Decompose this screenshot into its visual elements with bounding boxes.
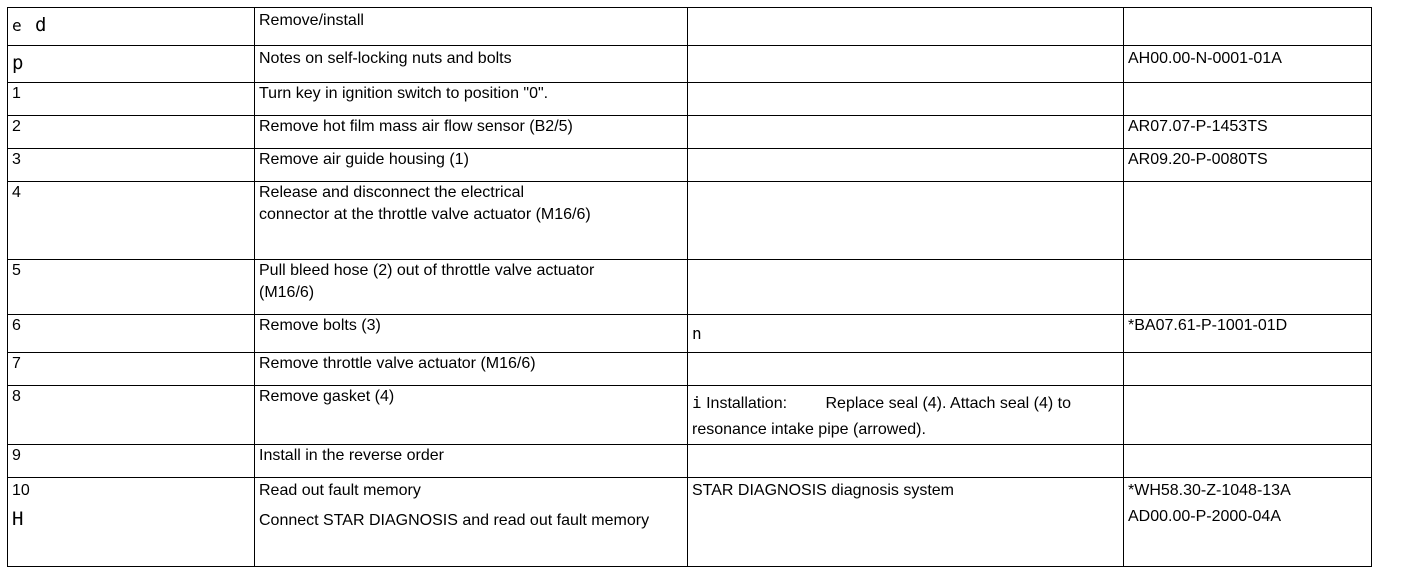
ref-cell: [1124, 83, 1372, 116]
action-cell: Remove air guide housing (1): [255, 149, 688, 182]
procedure-table: [7, 7, 1372, 567]
action-cell: Remove gasket (4): [255, 386, 688, 445]
notes-symbol-p: p: [12, 52, 24, 74]
step-number: 10: [12, 482, 30, 499]
step-cell: [8, 8, 255, 46]
note-symbol-n: n: [692, 324, 702, 343]
ref-cell: AR09.20-P-0080TS: [1124, 149, 1372, 182]
table-row: [8, 83, 1372, 116]
step-cell: [8, 478, 255, 567]
table-row: [8, 149, 1372, 182]
table-row: [8, 260, 1372, 315]
action-cell: Release and disconnect the electrical connector at the throttle valve actuator (M16/6): [255, 182, 688, 260]
step-number: 8: [8, 386, 255, 445]
action-cell: Remove bolts (3): [255, 315, 688, 353]
step-cell: [8, 46, 255, 83]
table-row: [8, 445, 1372, 478]
ref-cell: [1124, 260, 1372, 315]
ref-cell: [1124, 8, 1372, 46]
step-number: 6: [8, 315, 255, 353]
ref-cell: [1124, 353, 1372, 386]
step-number: 4: [8, 182, 255, 260]
note-cell: [688, 46, 1124, 83]
note-cell: [688, 83, 1124, 116]
note-cell: [688, 182, 1124, 260]
table-row: [8, 46, 1372, 83]
note-cell: [688, 260, 1124, 315]
action-cell: Remove/install: [255, 8, 688, 46]
note-cell: STAR DIAGNOSIS diagnosis system: [688, 478, 1124, 567]
table-row: [8, 386, 1372, 445]
note-cell: [688, 353, 1124, 386]
note-cell: [688, 445, 1124, 478]
action-text: Read out fault memory: [259, 482, 421, 499]
action-cell: Turn key in ignition switch to position "0".: [255, 83, 688, 116]
remove-install-symbol-e: e: [12, 16, 22, 35]
note-cell: [688, 8, 1124, 46]
step-number: 3: [8, 149, 255, 182]
note-cell: [688, 315, 1124, 353]
ref-primary[interactable]: *WH58.30-Z-1048-13A: [1128, 482, 1291, 499]
table-row: [8, 116, 1372, 149]
note-cell: [688, 386, 1124, 445]
step-number: 7: [8, 353, 255, 386]
ref-secondary[interactable]: AD00.00-P-2000-04A: [1128, 508, 1281, 525]
action-cell: Remove hot film mass air flow sensor (B2/5): [255, 116, 688, 149]
installation-label: Installation:: [706, 395, 788, 412]
ref-cell: AR07.07-P-1453TS: [1124, 116, 1372, 149]
ref-cell: *BA07.61-P-1001-01D: [1124, 315, 1372, 353]
table-row: [8, 8, 1372, 46]
step-number: 9: [8, 445, 255, 478]
table-row: [8, 182, 1372, 260]
step-number: 1: [8, 83, 255, 116]
info-symbol-i: i: [692, 393, 702, 412]
action-cell: Remove throttle valve actuator (M16/6): [255, 353, 688, 386]
action-cell: [255, 478, 688, 567]
table-row: [8, 353, 1372, 386]
installation-text: Replace seal (4). Attach seal (4) to resonance intake pipe (arrowed).: [692, 395, 1071, 438]
action-cell: Install in the reverse order: [255, 445, 688, 478]
step-number: 5: [8, 260, 255, 315]
remove-install-symbol-d: d: [34, 14, 47, 36]
table-row: [8, 315, 1372, 353]
ref-cell: [1124, 445, 1372, 478]
note-cell: [688, 116, 1124, 149]
step-number: 2: [8, 116, 255, 149]
ref-cell: [1124, 478, 1372, 567]
action-cell: Notes on self-locking nuts and bolts: [255, 46, 688, 83]
installation-note: [692, 390, 1071, 443]
action-detail: Connect STAR DIAGNOSIS and read out fault memory: [259, 512, 650, 529]
note-cell: [688, 149, 1124, 182]
ref-cell: AH00.00-N-0001-01A: [1124, 46, 1372, 83]
ref-cell: [1124, 386, 1372, 445]
action-cell: Pull bleed hose (2) out of throttle valve actuator (M16/6): [255, 260, 688, 315]
ref-cell: [1124, 182, 1372, 260]
table-row: [8, 478, 1372, 567]
hint-symbol-h: H: [12, 508, 24, 530]
